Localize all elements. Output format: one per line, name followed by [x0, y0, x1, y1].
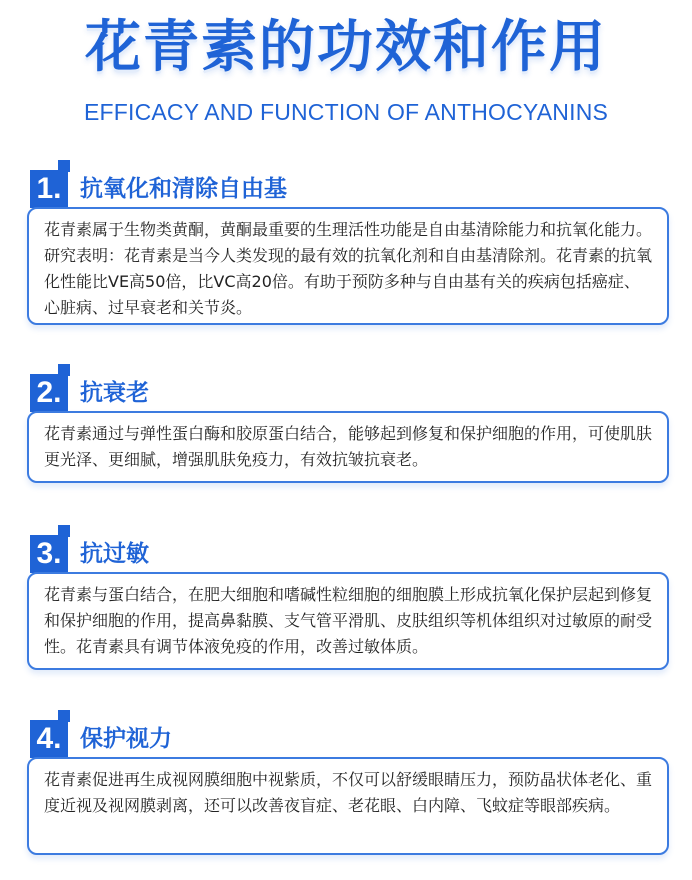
- section-heading: 抗衰老: [80, 380, 149, 406]
- page-title: 花青素的功效和作用: [85, 15, 607, 80]
- section-body: 花青素与蛋白结合，在肥大细胞和嗜碱性粒细胞的细胞膜上形成抗氧化保护层起到修复和保护细胞的作用，提高鼻黏膜、支气管平滑肌、皮肤组织等机体组织对过敏原的耐受性。花青素具有调节体液免疫的作用，改善过敏体质。: [27, 572, 669, 670]
- section-number-badge: 3.: [30, 535, 68, 573]
- section-heading: 抗过敏: [80, 541, 149, 567]
- section-heading: 保护视力: [80, 726, 172, 752]
- section-number-badge: 1.: [30, 170, 68, 208]
- section-body: 花青素属于生物类黄酮，黄酮最重要的生理活性功能是自由基清除能力和抗氧化能力。研究表明：花青素是当今人类发现的最有效的抗氧化剂和自由基清除剂。花青素的抗氧化性能比VE高50倍，比VC高20倍。有助于预防多种与自由基有关的疾病包括癌症、心脏病、过早衰老和关节炎。: [27, 207, 669, 325]
- section-body: 花青素促进再生成视网膜细胞中视紫质，不仅可以舒缓眼睛压力，预防晶状体老化、重度近视及视网膜剥离，还可以改善夜盲症、老花眼、白内障、飞蚊症等眼部疾病。: [27, 757, 669, 855]
- section-number-badge: 4.: [30, 720, 68, 758]
- page-subtitle: EFFICACY AND FUNCTION OF ANTHOCYANINS: [83, 99, 609, 125]
- section-number-badge: 2.: [30, 374, 68, 412]
- section-heading: 抗氧化和清除自由基: [80, 176, 287, 202]
- section-body: 花青素通过与弹性蛋白酶和胶原蛋白结合，能够起到修复和保护细胞的作用，可使肌肤更光泽、更细腻，增强肌肤免疫力，有效抗皱抗衰老。: [27, 411, 669, 483]
